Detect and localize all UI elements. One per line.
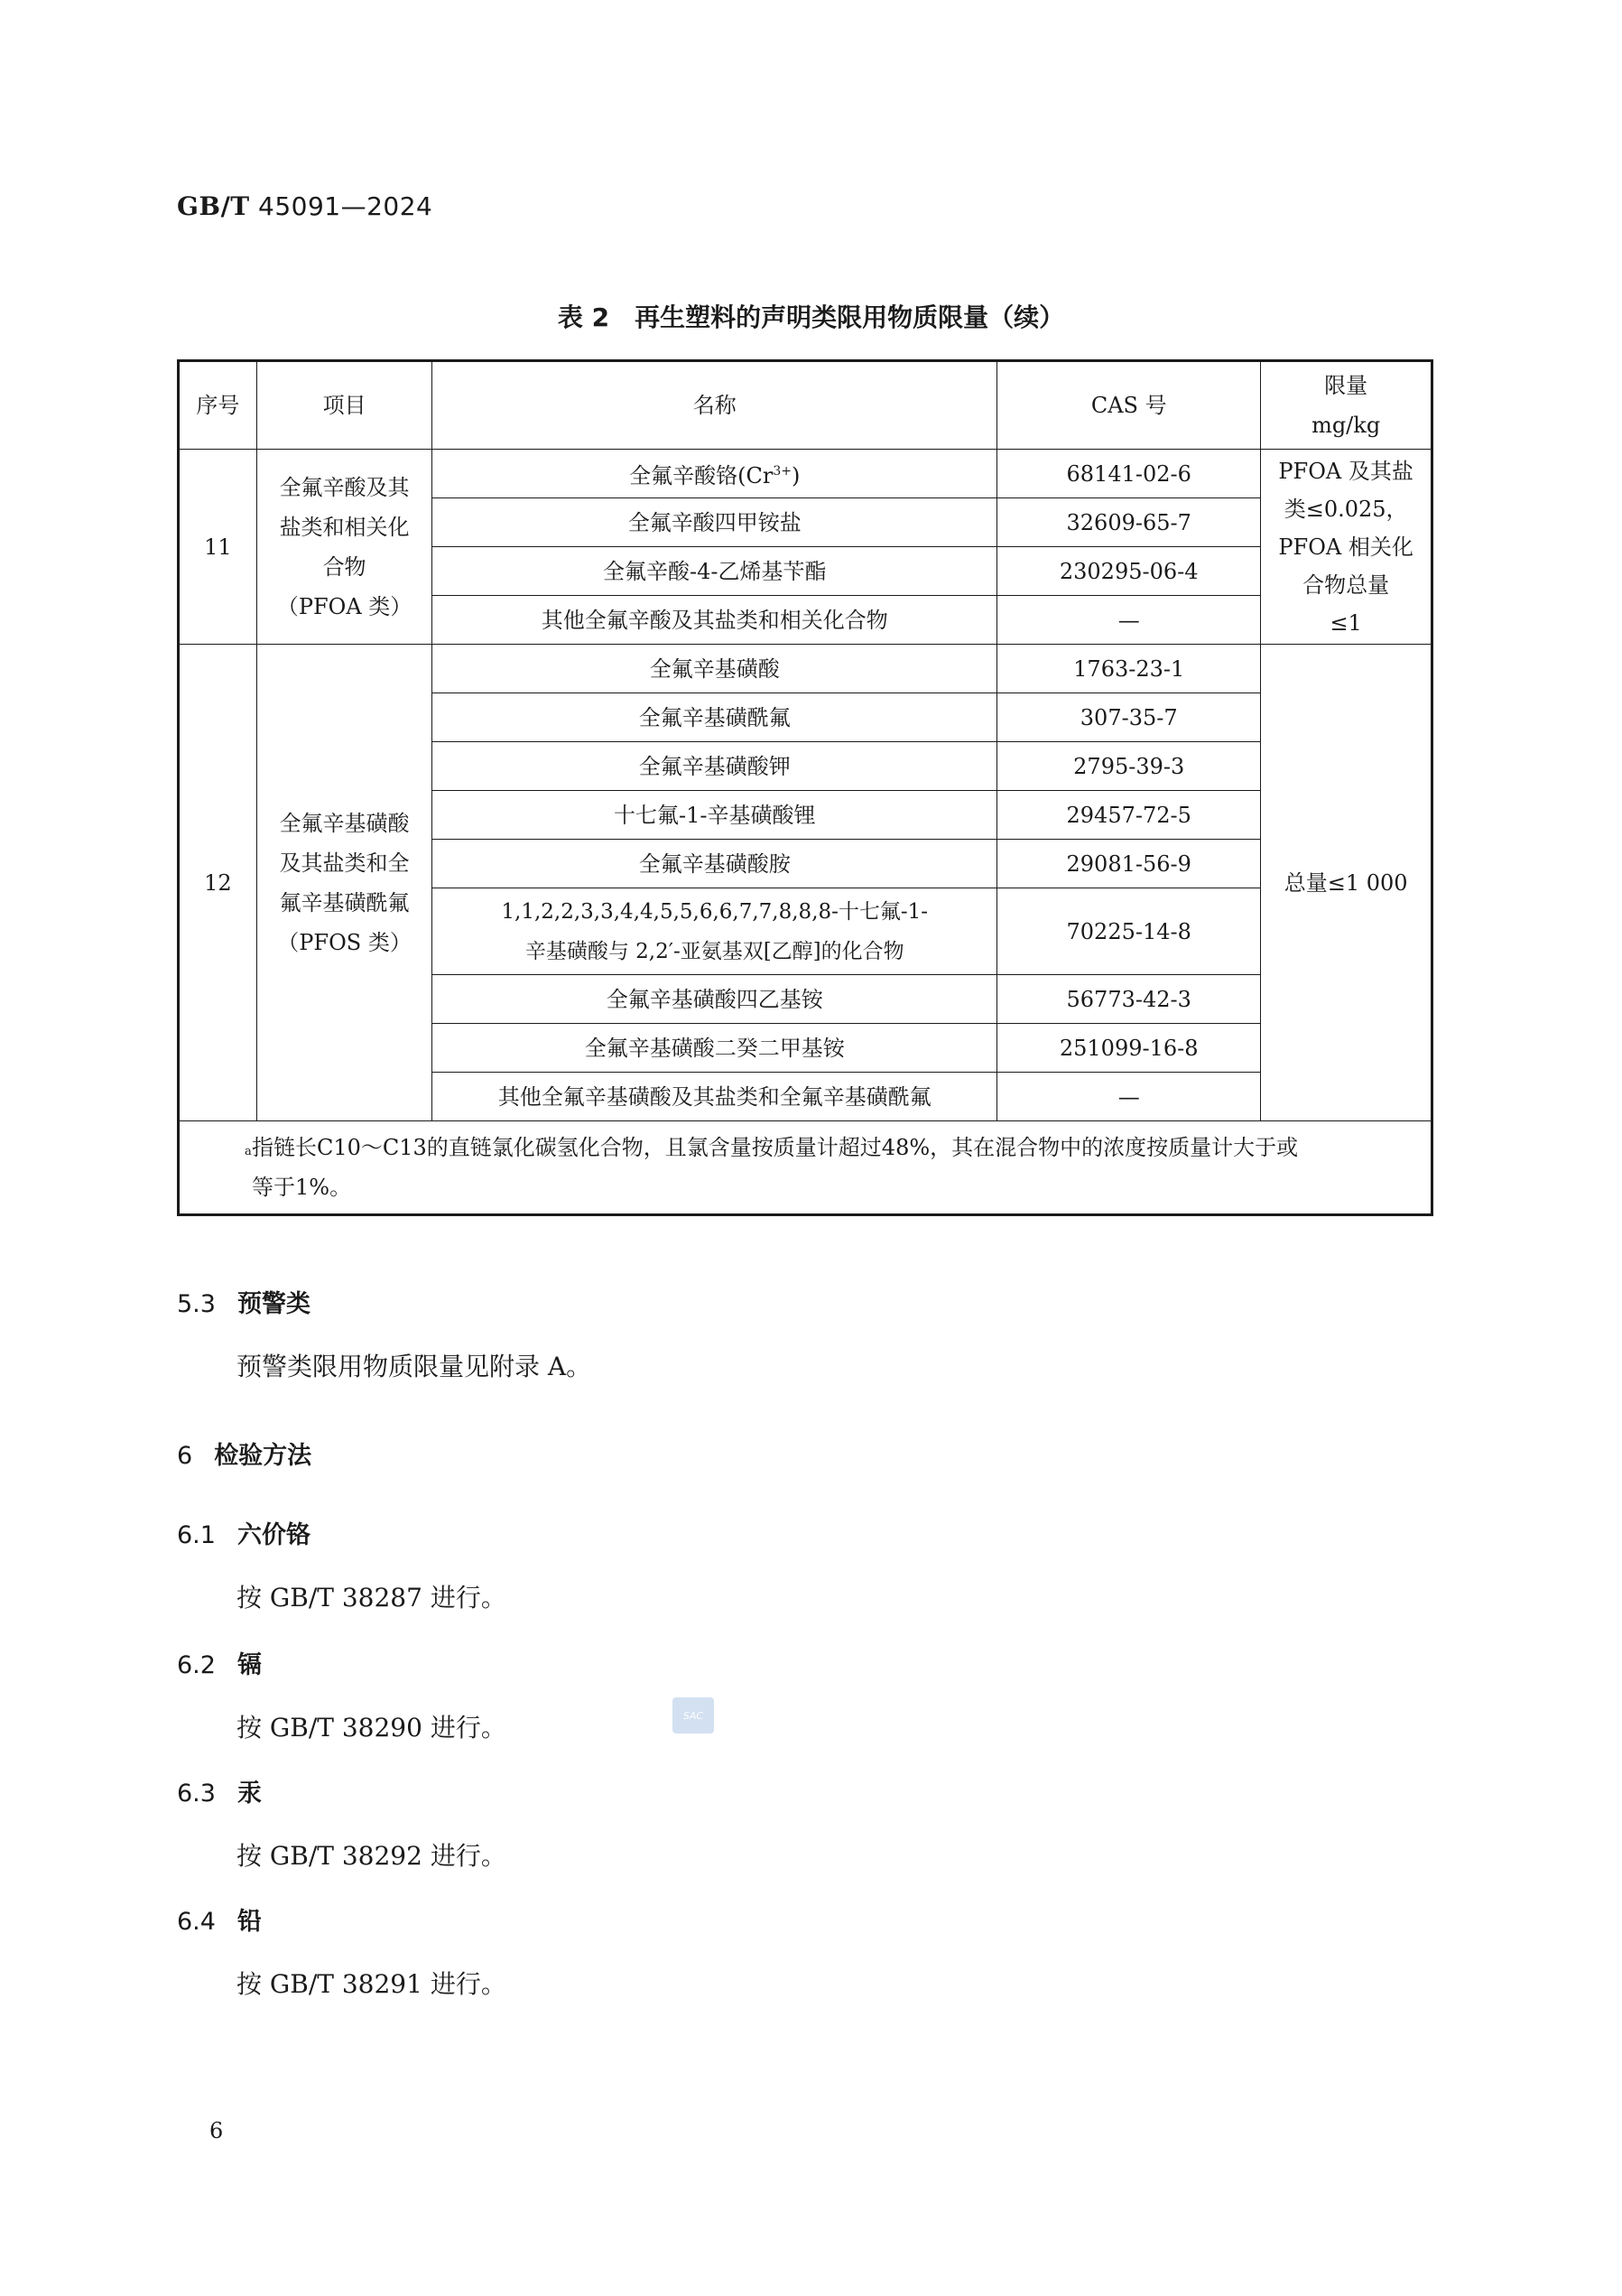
cas-cell: 307-35-7 — [997, 693, 1261, 742]
header-cas: CAS 号 — [997, 361, 1261, 450]
cas-cell: — — [997, 596, 1261, 645]
limit-cell: PFOA 及其盐 类≤0.025， PFOA 相关化 合物总量 ≤1 — [1261, 450, 1432, 645]
section-6-3-heading: 6.3 汞 — [177, 1780, 262, 1808]
name-cell: 全氟辛基磺酸 — [432, 645, 997, 693]
name-cell: 十七氟-1-辛基磺酸锂 — [432, 791, 997, 840]
cas-cell: 29457-72-5 — [997, 791, 1261, 840]
cas-cell: 56773-42-3 — [997, 975, 1261, 1024]
sac-watermark: SAC — [672, 1697, 714, 1734]
table-header-row — [179, 361, 1432, 450]
cas-cell: 251099-16-8 — [997, 1024, 1261, 1073]
seq-cell: 11 — [179, 450, 257, 645]
name-cell: 全氟辛基磺酰氟 — [432, 693, 997, 742]
section-6-1-body: 按 GB/T 38287 进行。 — [236, 1583, 506, 1613]
table-row — [179, 450, 1432, 498]
cas-cell: 2795-39-3 — [997, 742, 1261, 791]
cas-cell: 230295-06-4 — [997, 547, 1261, 596]
section-6-4-body: 按 GB/T 38291 进行。 — [236, 1969, 506, 1999]
name-cell: 其他全氟辛酸及其盐类和相关化合物 — [432, 596, 997, 645]
cas-cell: 68141-02-6 — [997, 450, 1261, 498]
header-item: 项目 — [256, 361, 432, 450]
limit-cell: 总量≤1 000 — [1261, 645, 1432, 1121]
section-6-4-heading: 6.4 铅 — [177, 1908, 262, 1936]
name-cell: 全氟辛酸-4-乙烯基苄酯 — [432, 547, 997, 596]
name-cell: 其他全氟辛基磺酸及其盐类和全氟辛基磺酰氟 — [432, 1073, 997, 1121]
seq-cell: 12 — [179, 645, 257, 1121]
table-row — [179, 645, 1432, 693]
cas-cell: 29081-56-9 — [997, 840, 1261, 888]
header-limit: 限量 mg/kg — [1261, 361, 1432, 450]
section-6-3-body: 按 GB/T 38292 进行。 — [236, 1841, 506, 1871]
restricted-substances-table — [177, 359, 1433, 1216]
footnote-marker: a — [245, 1145, 252, 1158]
table-footnote: a 指链长C10～C13的直链氯化碳氢化合物，且氯含量按质量计超过48%，其在混合物中的浓度按质量计大于或 等于1%。 — [179, 1121, 1432, 1215]
section-5-3-heading: 5.3 预警类 — [177, 1290, 310, 1318]
name-cell: 全氟辛基磺酸二癸二甲基铵 — [432, 1024, 997, 1073]
item-cell: 全氟辛酸及其 盐类和相关化 合物 （PFOA 类） — [256, 450, 432, 645]
page-number: 6 — [209, 2118, 224, 2143]
name-cell: 1,1,2,2,3,3,4,4,5,5,6,6,7,7,8,8,8-十七氟-1- 辛基磺酸与 2,2′-亚氨基双[乙醇]的化合物 — [432, 888, 997, 975]
cas-cell: — — [997, 1073, 1261, 1121]
footnote-row — [179, 1121, 1432, 1215]
header-name: 名称 — [432, 361, 997, 450]
name-cell: 全氟辛酸铬$(Cr^{3+})$ — [432, 450, 997, 498]
table-title: 表 2 再生塑料的声明类限用物质限量（续） — [557, 302, 1065, 332]
cas-cell: 32609-65-7 — [997, 498, 1261, 547]
section-6-2-body: 按 GB/T 38290 进行。 — [236, 1713, 506, 1743]
header-seq: 序号 — [179, 361, 257, 450]
section-6-1-heading: 6.1 六价铬 — [177, 1521, 310, 1549]
cas-cell: 1763-23-1 — [997, 645, 1261, 693]
cas-cell: 70225-14-8 — [997, 888, 1261, 975]
name-cell: 全氟辛基磺酸钾 — [432, 742, 997, 791]
item-cell: 全氟辛基磺酸 及其盐类和全 氟辛基磺酰氟 （PFOS 类） — [256, 645, 432, 1121]
document-id: GB/T 45091—2024 — [177, 191, 433, 221]
name-cell: 全氟辛基磺酸胺 — [432, 840, 997, 888]
section-6-heading: 6 检验方法 — [177, 1442, 312, 1470]
name-cell: 全氟辛酸四甲铵盐 — [432, 498, 997, 547]
section-5-3-body: 预警类限用物质限量见附录 A。 — [236, 1352, 592, 1381]
name-cell: 全氟辛基磺酸四乙基铵 — [432, 975, 997, 1024]
section-6-2-heading: 6.2 镉 — [177, 1651, 262, 1679]
